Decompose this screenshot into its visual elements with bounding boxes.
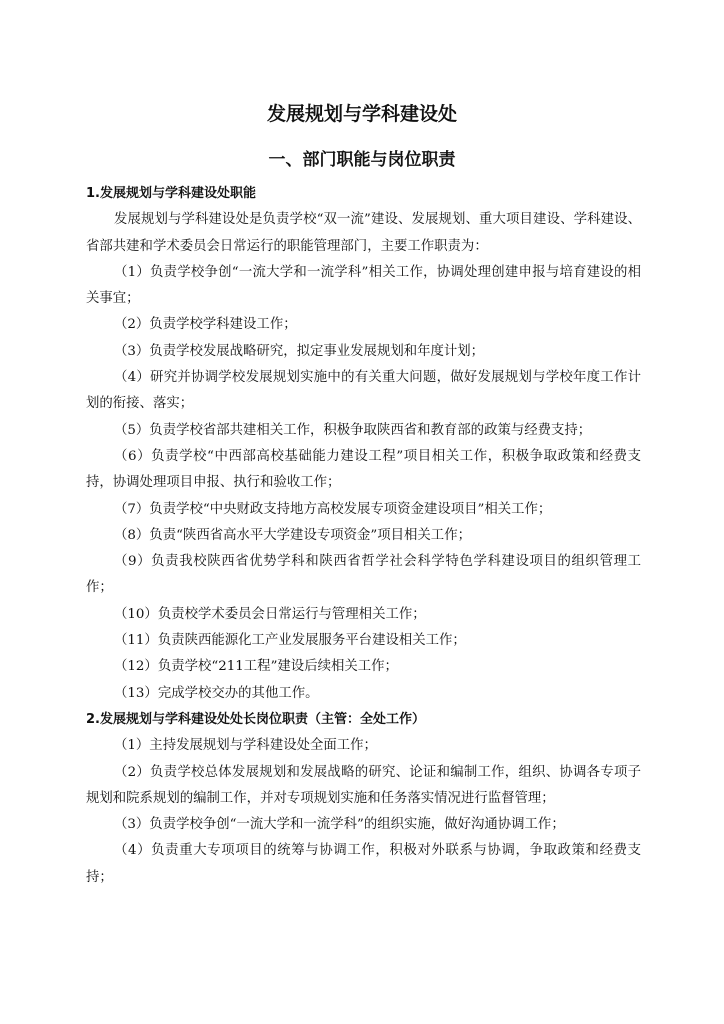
list-item: （1）负责学校争创“一流大学和一流学科”相关工作，协调处理创建申报与培育建设的相关事宜；	[86, 264, 641, 307]
list-item: （13）完成学校交办的其他工作。	[114, 685, 319, 701]
list-item: （4）负责重大专项项目的统筹与协调工作，积极对外联系与协调，争取政策和经费支持；	[86, 843, 641, 885]
page-title: 发展规划与学科建设处	[266, 103, 457, 125]
list-item: （12）负责学校“211工程”建设后续相关工作；	[114, 659, 398, 675]
document-body	[86, 181, 641, 891]
list-item: （4）研究并协调学校发展规划实施中的有关重大问题，做好发展规划与学校年度工作计划的衔接、落实；	[86, 370, 641, 412]
section-subtitle: 一、部门职能与岗位职责	[268, 150, 456, 170]
list-item: （3）负责学校争创“一流大学和一流学科”的组织实施，做好沟通协调工作；	[114, 817, 565, 833]
list-item: （6）负责学校“中西部高校基础能力建设工程”项目相关工作，积极争取政策和经费支持，协调处理项目申报、执行和验收工作；	[86, 448, 641, 491]
section-heading-1: 1.发展规划与学科建设处职能	[86, 186, 256, 201]
list-item: （8）负责“陕西省高水平大学建设专项资金”项目相关工作；	[114, 527, 471, 543]
list-item: （9）负责我校陕西省优势学科和陕西省哲学社会科学特色学科建设项目的组织管理工作；	[86, 554, 641, 596]
list-item: （10）负责校学术委员会日常运行与管理相关工作；	[114, 606, 426, 622]
section-heading-2: 2.发展规划与学科建设处处长岗位职责（主管：全处工作）	[86, 711, 425, 727]
list-item: （1）主持发展规划与学科建设处全面工作；	[114, 738, 377, 754]
list-item: （2）负责学校学科建设工作；	[114, 317, 297, 333]
list-item: （3）负责学校发展战略研究，拟定事业发展规划和年度计划；	[114, 343, 485, 359]
list-item: （5）负责学校省部共建相关工作，积极争取陕西省和教育部的政策与经费支持；	[114, 422, 592, 438]
section-1-intro: 发展规划与学科建设处是负责学校“双一流”建设、发展规划、重大项目建设、学科建设、省部共建和学术委员会日常运行的职能管理部门，主要工作职责为：	[86, 212, 641, 254]
list-item: （11）负责陕西能源化工产业发展服务平台建设相关工作；	[114, 633, 466, 649]
list-item: （2）负责学校总体发展规划和发展战略的研究、论证和编制工作，组织、协调各专项子规划和院系规划的编制工作，并对专项规划实施和任务落实情况进行监督管理；	[86, 764, 641, 806]
list-item: （7）负责学校“中央财政支持地方高校发展专项资金建设项目”相关工作；	[114, 501, 552, 517]
